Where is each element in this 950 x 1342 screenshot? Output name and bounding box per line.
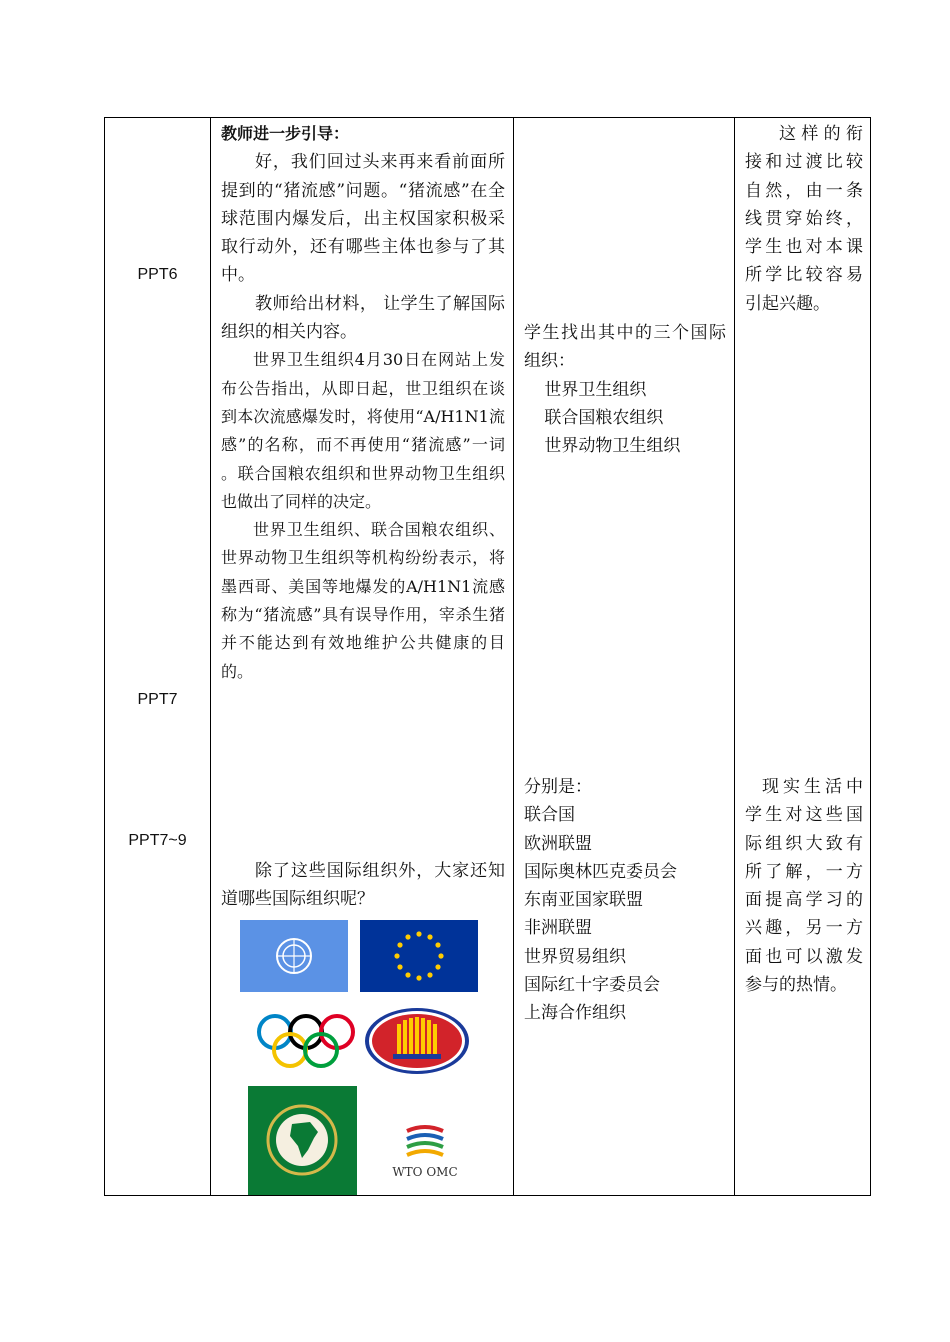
- notes-column-2: [745, 773, 863, 999]
- list-item: 国际奥林匹克委员会: [524, 861, 677, 882]
- list-item: 世界贸易组织: [524, 946, 626, 967]
- column-divider: [734, 118, 735, 1195]
- asean-emblem-icon: [363, 1006, 471, 1076]
- list-item: 联合国: [524, 805, 575, 826]
- student-list: [524, 773, 726, 1028]
- student-org-1: 世界卫生组织: [544, 379, 647, 400]
- list-item: 上海合作组织: [524, 1003, 626, 1024]
- note-1: 这样的衔接和过渡比较自然，由一条线贯穿始终，学生也对本课所学比较容易引起兴趣。: [745, 124, 863, 314]
- label-ppt7-9: PPT7~9: [128, 832, 187, 849]
- au-flag-icon: [248, 1086, 357, 1195]
- teacher-column: [221, 120, 505, 686]
- teacher-heading: 教师进一步引导：: [221, 124, 350, 143]
- list-item: 欧洲联盟: [524, 833, 592, 854]
- student-org-2: 联合国粮农组织: [544, 407, 664, 428]
- teacher-para-2: 教师给出材料， 让学生了解国际组织的相关内容。: [221, 293, 505, 343]
- student-column: [524, 319, 726, 460]
- student-list-intro: 分别是：: [524, 777, 592, 797]
- list-item: 东南亚国家联盟: [524, 890, 643, 911]
- student-org-3: 世界动物卫生组织: [544, 436, 681, 457]
- wto-logo: [385, 1123, 465, 1179]
- eu-flag-icon: [360, 920, 478, 992]
- label-ppt6: PPT6: [137, 266, 178, 283]
- wto-text: WTO OMC: [392, 1165, 458, 1179]
- lesson-table: [104, 117, 871, 1196]
- teacher-para-3: 世界卫生组织4月30日在网站上发布公告指出，从即日起，世卫组织在谈到本次流感爆发时，将使用“A/H1N1流感”的名称，而不再使用“猪流感”一词 。联合国粮农组织和世界动物卫生组织也做出了同样的决定。: [221, 350, 505, 511]
- column-divider: [513, 118, 514, 1195]
- column-divider: [210, 118, 211, 1195]
- label-ppt7: PPT7: [137, 691, 178, 708]
- teacher-para-4: 世界卫生组织、联合国粮农组织、世界动物卫生组织等机构纷纷表示，将墨西哥、美国等地爆发的A/H1N1流感称为“猪流感”具有误导作用，宰杀生猪并不能达到有效地维护公共健康的目的。: [221, 520, 505, 681]
- student-intro: 学生找出其中的三个国际组织：: [524, 323, 726, 372]
- teacher-para-1: 好，我们回过头来再来看前面所提到的“猪流感”问题。“猪流感”在全球范围内爆发后，出主权国家积极采取行动外，还有哪些主体也参与了其中。: [221, 152, 505, 286]
- list-item: 国际红十字委员会: [524, 975, 660, 996]
- teacher-para-5: 除了这些国际组织外，大家还知道哪些国际组织呢？: [221, 861, 505, 910]
- wto-icon: [403, 1123, 447, 1161]
- olympic-rings-icon: [255, 1008, 357, 1074]
- un-flag-icon: [240, 920, 348, 992]
- notes-column: [745, 120, 863, 318]
- note-2: 现实生活中学生对这些国际组织大致有所了解，一方面提高学习的兴趣，另一方面也可以激发参与的热情。: [745, 777, 863, 996]
- teacher-question: [221, 857, 505, 914]
- list-item: 非洲联盟: [524, 918, 592, 939]
